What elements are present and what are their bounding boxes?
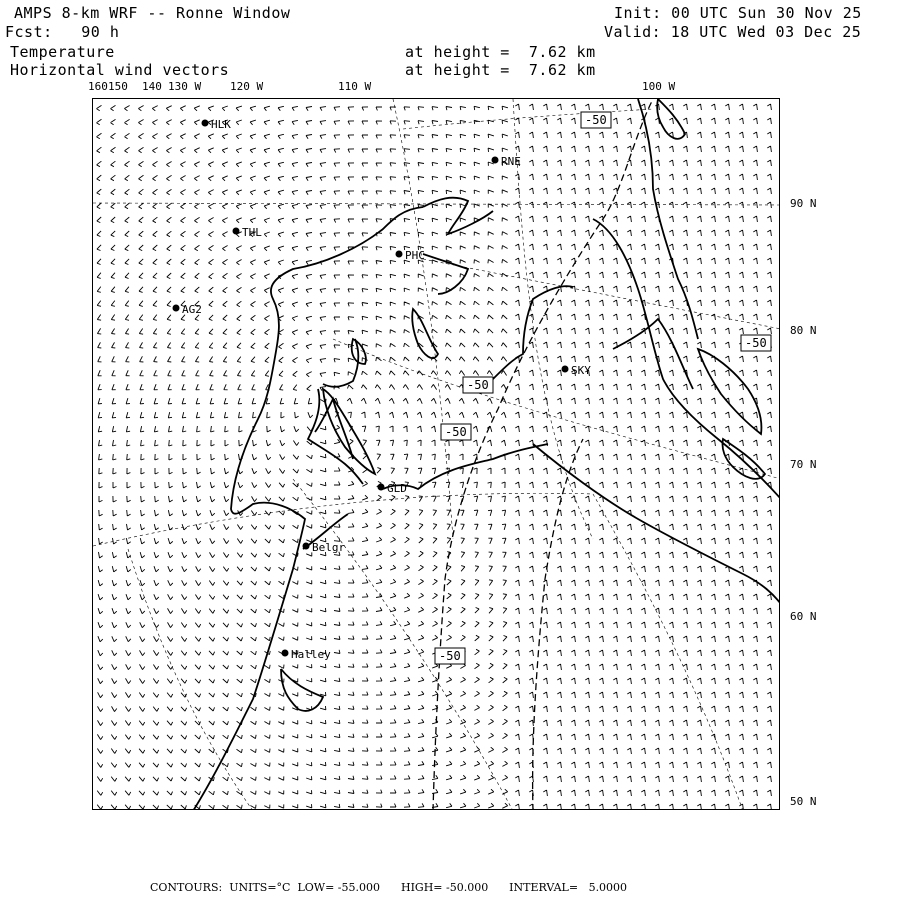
lon-label-130w: 130 W	[168, 80, 202, 93]
station-dot	[173, 305, 180, 312]
coastline-path	[423, 198, 493, 234]
contour-line	[533, 439, 583, 810]
lat-label-60n: 60 N	[790, 610, 817, 623]
map-panel	[92, 98, 780, 810]
station-ag2	[173, 303, 202, 316]
station-label: THL	[242, 226, 262, 239]
model-title: AMPS 8-km WRF -- Ronne Window	[14, 4, 291, 22]
lat-label-90n: 90 N	[790, 197, 817, 210]
station-sky	[562, 364, 592, 377]
graticule-line	[128, 549, 253, 810]
station-dot	[282, 650, 289, 657]
forecast-hour: Fcst: 90 h	[5, 23, 120, 41]
wind-vector-field	[97, 104, 772, 810]
station-markers	[173, 118, 592, 661]
coastline-path	[323, 339, 358, 387]
init-time: Init: 00 UTC Sun 30 Nov 25	[614, 4, 862, 22]
station-halley	[282, 648, 332, 661]
station-label: Belgr	[312, 541, 346, 554]
contour-label	[441, 424, 471, 440]
contour-label-text: -50	[439, 649, 461, 663]
coastline	[193, 99, 780, 810]
contour-label	[741, 335, 771, 351]
station-dot	[562, 366, 569, 373]
lon-label-160: 160	[88, 80, 108, 93]
map-canvas	[93, 99, 780, 810]
field1-height: at height = 7.62 km	[405, 43, 596, 61]
station-belgr	[303, 541, 346, 554]
coastline-path	[613, 319, 693, 389]
station-dot	[492, 157, 499, 164]
coastline-path	[281, 669, 323, 711]
station-dot	[202, 120, 209, 127]
station-label: AG2	[182, 303, 202, 316]
station-phc	[396, 249, 425, 262]
station-label: Halley	[291, 648, 331, 661]
contour-label	[435, 648, 465, 664]
station-label: HLK	[211, 118, 231, 131]
graticule-line	[513, 99, 593, 539]
contour-label-text: -50	[585, 113, 607, 127]
lon-label-120w: 120 W	[230, 80, 264, 93]
graticule-line	[93, 203, 780, 205]
lon-label-150: 150	[108, 80, 128, 93]
lat-label-50n: 50 N	[790, 795, 817, 808]
station-label: GLD	[387, 482, 407, 495]
contour-label	[463, 377, 493, 393]
contour-label-text: -50	[745, 336, 767, 350]
station-gld	[378, 482, 407, 495]
lat-label-70n: 70 N	[790, 458, 817, 471]
station-thl	[233, 226, 263, 239]
coastline-path	[193, 207, 423, 810]
lat-label-80n: 80 N	[790, 324, 817, 337]
wind-barbs	[97, 104, 772, 810]
lon-label-110w: 110 W	[338, 80, 372, 93]
lon-label-100w: 100 W	[642, 80, 676, 93]
field2-name: Horizontal wind vectors	[10, 61, 230, 79]
station-hlk	[202, 118, 232, 131]
graticule-line	[423, 259, 780, 329]
field2-height: at height = 7.62 km	[405, 61, 596, 79]
station-rne	[492, 155, 521, 168]
lon-label-140: 140	[142, 80, 162, 93]
graticule-line	[293, 479, 513, 810]
coastline-path	[593, 219, 780, 499]
station-dot	[378, 484, 385, 491]
station-label: PHC	[405, 249, 425, 262]
contour-label-text: -50	[467, 378, 489, 392]
station-label: SKY	[571, 364, 591, 377]
contour-legend: CONTOURS: UNITS=°C LOW= -55.000 HIGH= -50.000 INTERVAL= 5.0000	[150, 881, 628, 894]
station-dot	[396, 251, 403, 258]
valid-time: Valid: 18 UTC Wed 03 Dec 25	[604, 23, 862, 41]
contour-label	[581, 112, 611, 128]
station-dot	[303, 543, 310, 550]
contour-label-text: -50	[445, 425, 467, 439]
graticule-line	[333, 339, 780, 479]
station-label: RNE	[501, 155, 521, 168]
station-dot	[233, 228, 240, 235]
field1-name: Temperature	[10, 43, 115, 61]
